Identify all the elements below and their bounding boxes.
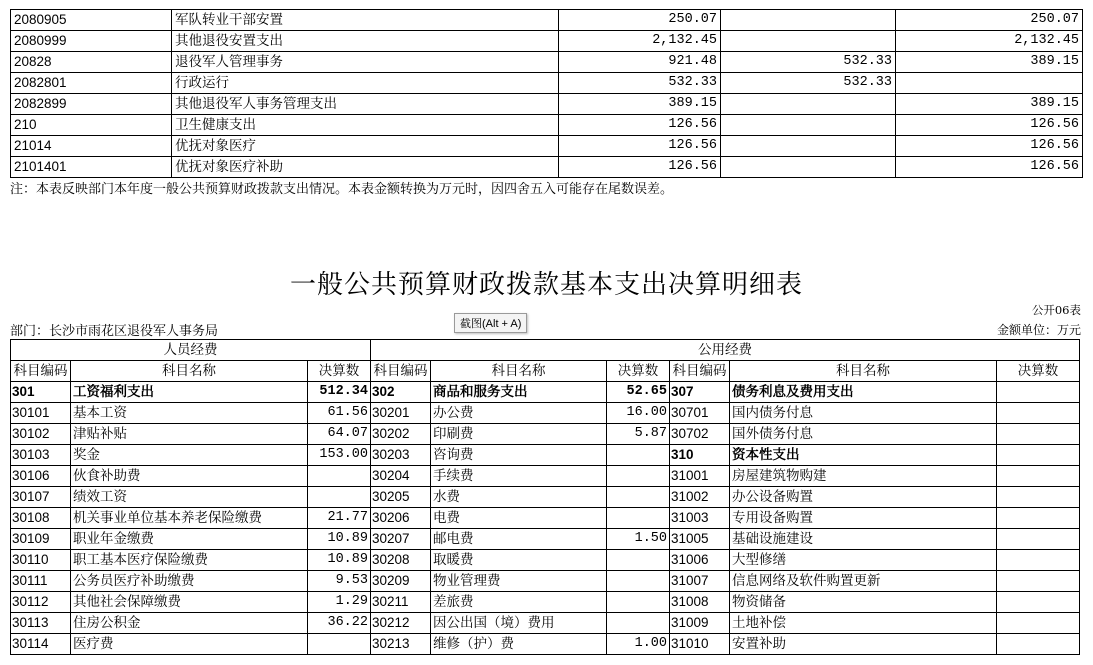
amount: [607, 550, 670, 571]
amount: [607, 466, 670, 487]
subject-name: 安置补助: [730, 634, 997, 655]
subject-code: 30106: [11, 466, 71, 487]
table-row: [11, 487, 1080, 508]
subject-code: 30103: [11, 445, 71, 466]
total-amount: 250.07: [559, 10, 721, 31]
table-row: [11, 634, 1080, 655]
amount: [997, 445, 1080, 466]
amount: [997, 487, 1080, 508]
table-row: [11, 613, 1080, 634]
subject-name: 其他退役安置支出: [172, 31, 559, 52]
table-row: [11, 466, 1080, 487]
amount: [607, 508, 670, 529]
total-amount: 2,132.45: [559, 31, 721, 52]
department-label: 部门：长沙市雨花区退役军人事务局: [10, 324, 219, 339]
screenshot-tooltip: 截图(Alt + A): [454, 313, 527, 333]
subject-name: 行政运行: [172, 73, 559, 94]
col-header-code: 科目编码: [670, 361, 730, 382]
basic-amount: [721, 94, 896, 115]
table-row: [11, 403, 1080, 424]
subject-code: 307: [670, 382, 730, 403]
subject-name: 印刷费: [431, 424, 607, 445]
subject-name: 基本工资: [71, 403, 308, 424]
project-amount: 2,132.45: [896, 31, 1083, 52]
table-note: 注：本表反映部门本年度一般公共预算财政拨款支出情况。本表金额转换为万元时，因四舍五入可能存在尾数误差。: [10, 182, 674, 197]
subject-code: 20828: [11, 52, 172, 73]
amount: [997, 592, 1080, 613]
subject-name: 物业管理费: [431, 571, 607, 592]
subject-name: 电费: [431, 508, 607, 529]
basic-amount: [721, 115, 896, 136]
subject-name: 债务利息及费用支出: [730, 382, 997, 403]
group-header-personnel: 人员经费: [11, 340, 371, 361]
group-header-public: 公用经费: [371, 340, 1080, 361]
project-amount: 126.56: [896, 115, 1083, 136]
subject-code: 310: [670, 445, 730, 466]
subject-name: 工资福利支出: [71, 382, 308, 403]
amount: 5.87: [607, 424, 670, 445]
table-row: [11, 550, 1080, 571]
amount: 36.22: [308, 613, 371, 634]
subject-name: 商品和服务支出: [431, 382, 607, 403]
subject-name: 职工基本医疗保险缴费: [71, 550, 308, 571]
subject-name: 伙食补助费: [71, 466, 308, 487]
amount: [997, 550, 1080, 571]
amount: 10.89: [308, 550, 371, 571]
subject-code: 30113: [11, 613, 71, 634]
amount: 52.65: [607, 382, 670, 403]
amount: [308, 466, 371, 487]
amount: [308, 487, 371, 508]
project-amount: 126.56: [896, 136, 1083, 157]
col-header-code: 科目编码: [371, 361, 431, 382]
subject-name: 因公出国（境）费用: [431, 613, 607, 634]
subject-name: 住房公积金: [71, 613, 308, 634]
subject-name: 优抚对象医疗: [172, 136, 559, 157]
subject-name: 退役军人管理事务: [172, 52, 559, 73]
subject-code: 30701: [670, 403, 730, 424]
subject-name: 机关事业单位基本养老保险缴费: [71, 508, 308, 529]
amount: [997, 466, 1080, 487]
col-header-amount: 决算数: [607, 361, 670, 382]
subject-name: 专用设备购置: [730, 508, 997, 529]
subject-code: 2080905: [11, 10, 172, 31]
amount: 1.29: [308, 592, 371, 613]
subject-name: 资本性支出: [730, 445, 997, 466]
subject-name: 大型修缮: [730, 550, 997, 571]
group-header-row: [11, 340, 1080, 361]
subject-name: 手续费: [431, 466, 607, 487]
table-row: [11, 445, 1080, 466]
subject-code: 30101: [11, 403, 71, 424]
subject-name: 办公费: [431, 403, 607, 424]
amount-unit-label: 金额单位：万元: [996, 323, 1081, 337]
subject-code: 31003: [670, 508, 730, 529]
subject-name: 其他社会保障缴费: [71, 592, 308, 613]
table-row: [11, 157, 1083, 178]
amount: [997, 508, 1080, 529]
subject-code: 2080999: [11, 31, 172, 52]
column-header-row: [11, 361, 1080, 382]
table-row: [11, 592, 1080, 613]
amount: 21.77: [308, 508, 371, 529]
subject-code: 30208: [371, 550, 431, 571]
subject-name: 取暖费: [431, 550, 607, 571]
subject-code: 31010: [670, 634, 730, 655]
amount: [607, 613, 670, 634]
table-row: [11, 52, 1083, 73]
form-code: 公开06表: [1031, 303, 1081, 317]
col-header-amount: 决算数: [997, 361, 1080, 382]
total-amount: 389.15: [559, 94, 721, 115]
total-amount: 921.48: [559, 52, 721, 73]
subject-name: 绩效工资: [71, 487, 308, 508]
amount: 153.00: [308, 445, 371, 466]
table-row: [11, 115, 1083, 136]
subject-code: 31001: [670, 466, 730, 487]
project-amount: [896, 73, 1083, 94]
basic-amount: 532.33: [721, 52, 896, 73]
subject-code: 30203: [371, 445, 431, 466]
subject-name: 优抚对象医疗补助: [172, 157, 559, 178]
subject-code: 302: [371, 382, 431, 403]
amount: [997, 403, 1080, 424]
subject-name: 其他退役军人事务管理支出: [172, 94, 559, 115]
subject-code: 31006: [670, 550, 730, 571]
subject-name: 物资储备: [730, 592, 997, 613]
subject-name: 信息网络及软件购置更新: [730, 571, 997, 592]
basic-amount: [721, 136, 896, 157]
amount: [607, 487, 670, 508]
subject-code: 30109: [11, 529, 71, 550]
amount: 64.07: [308, 424, 371, 445]
subject-code: 30207: [371, 529, 431, 550]
subject-code: 30213: [371, 634, 431, 655]
basic-amount: [721, 10, 896, 31]
amount: [997, 613, 1080, 634]
amount: [308, 634, 371, 655]
subject-code: 31008: [670, 592, 730, 613]
subject-code: 30107: [11, 487, 71, 508]
table-row: [11, 31, 1083, 52]
page-title: 一般公共预算财政拨款基本支出决算明细表: [289, 270, 803, 300]
subject-name: 基础设施建设: [730, 529, 997, 550]
table-row: [11, 424, 1080, 445]
col-header-name: 科目名称: [71, 361, 308, 382]
amount: [997, 382, 1080, 403]
subject-code: 30114: [11, 634, 71, 655]
subject-name: 咨询费: [431, 445, 607, 466]
amount: [997, 529, 1080, 550]
amount: 512.34: [308, 382, 371, 403]
subject-code: 210: [11, 115, 172, 136]
subject-code: 2082801: [11, 73, 172, 94]
col-header-amount: 决算数: [308, 361, 371, 382]
subject-name: 水费: [431, 487, 607, 508]
subject-code: 31007: [670, 571, 730, 592]
subject-name: 卫生健康支出: [172, 115, 559, 136]
table-row: [11, 382, 1080, 403]
subject-code: 30209: [371, 571, 431, 592]
table-row: [11, 10, 1083, 31]
subject-name: 维修（护）费: [431, 634, 607, 655]
subject-name: 津贴补贴: [71, 424, 308, 445]
project-amount: 389.15: [896, 94, 1083, 115]
subject-name: 国外债务付息: [730, 424, 997, 445]
subject-code: 30702: [670, 424, 730, 445]
subject-name: 公务员医疗补助缴费: [71, 571, 308, 592]
amount: 1.00: [607, 634, 670, 655]
subject-name: 医疗费: [71, 634, 308, 655]
subject-name: 办公设备购置: [730, 487, 997, 508]
subject-code: 301: [11, 382, 71, 403]
subject-code: 31009: [670, 613, 730, 634]
table-row: [11, 529, 1080, 550]
total-amount: 126.56: [559, 115, 721, 136]
subject-name: 差旅费: [431, 592, 607, 613]
subject-code: 30111: [11, 571, 71, 592]
subject-code: 30206: [371, 508, 431, 529]
table-row: [11, 571, 1080, 592]
table-row: [11, 73, 1083, 94]
subject-code: 30205: [371, 487, 431, 508]
amount: 16.00: [607, 403, 670, 424]
table-row: [11, 94, 1083, 115]
subject-code: 30212: [371, 613, 431, 634]
amount: [607, 592, 670, 613]
amount: 10.89: [308, 529, 371, 550]
subject-code: 31002: [670, 487, 730, 508]
subject-name: 奖金: [71, 445, 308, 466]
col-header-code: 科目编码: [11, 361, 71, 382]
subject-name: 国内债务付息: [730, 403, 997, 424]
project-amount: 126.56: [896, 157, 1083, 178]
col-header-name: 科目名称: [431, 361, 607, 382]
subject-code: 31005: [670, 529, 730, 550]
amount: 9.53: [308, 571, 371, 592]
subject-code: 30112: [11, 592, 71, 613]
subject-code: 30211: [371, 592, 431, 613]
subject-code: 30204: [371, 466, 431, 487]
subject-code: 30202: [371, 424, 431, 445]
amount: 61.56: [308, 403, 371, 424]
col-header-name: 科目名称: [730, 361, 997, 382]
subject-code: 2082899: [11, 94, 172, 115]
expenditure-table-top: [10, 9, 1083, 178]
project-amount: 250.07: [896, 10, 1083, 31]
total-amount: 532.33: [559, 73, 721, 94]
basic-expenditure-detail-table: [10, 339, 1080, 655]
subject-name: 邮电费: [431, 529, 607, 550]
subject-name: 军队转业干部安置: [172, 10, 559, 31]
amount: [607, 445, 670, 466]
subject-name: 职业年金缴费: [71, 529, 308, 550]
subject-code: 30201: [371, 403, 431, 424]
amount: [997, 634, 1080, 655]
total-amount: 126.56: [559, 136, 721, 157]
subject-name: 房屋建筑物购建: [730, 466, 997, 487]
table-row: [11, 136, 1083, 157]
subject-name: 土地补偿: [730, 613, 997, 634]
subject-code: 30102: [11, 424, 71, 445]
total-amount: 126.56: [559, 157, 721, 178]
subject-code: 30110: [11, 550, 71, 571]
subject-code: 30108: [11, 508, 71, 529]
project-amount: 389.15: [896, 52, 1083, 73]
amount: 1.50: [607, 529, 670, 550]
basic-amount: [721, 157, 896, 178]
subject-code: 2101401: [11, 157, 172, 178]
basic-amount: 532.33: [721, 73, 896, 94]
subject-code: 21014: [11, 136, 172, 157]
basic-amount: [721, 31, 896, 52]
amount: [607, 571, 670, 592]
amount: [997, 571, 1080, 592]
amount: [997, 424, 1080, 445]
table-row: [11, 508, 1080, 529]
